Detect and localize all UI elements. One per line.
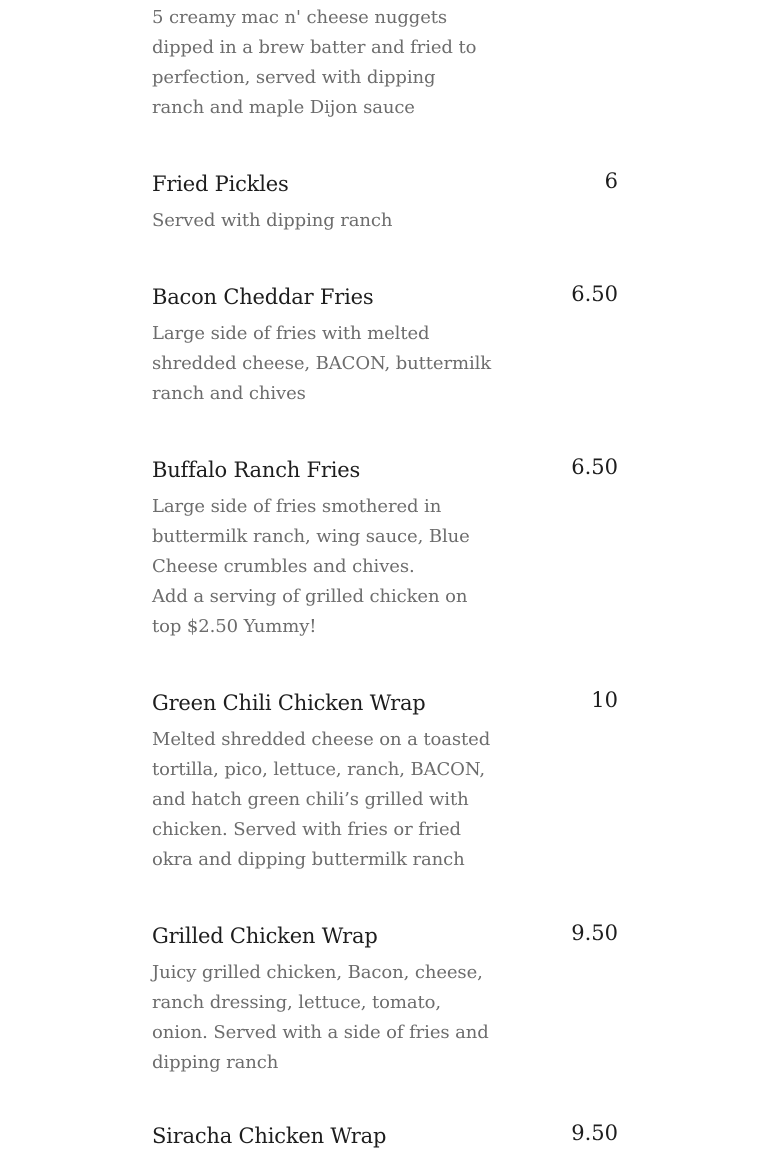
menu-item-name: Grilled Chicken Wrap bbox=[152, 924, 378, 948]
menu-item-green-chili-chicken-wrap bbox=[152, 689, 618, 875]
menu-item-price: 10 bbox=[591, 688, 618, 712]
menu-item-description: Large side of fries with melted shredded cheese, BACON, buttermilk ranch and chives bbox=[152, 323, 492, 404]
menu-item-name: Buffalo Ranch Fries bbox=[152, 458, 361, 482]
menu-item-buffalo-ranch-fries bbox=[152, 456, 618, 642]
menu-item-price: 6 bbox=[604, 169, 618, 193]
menu-item-price: 6.50 bbox=[571, 455, 618, 479]
menu-item-fried-pickles bbox=[152, 170, 618, 236]
menu-item-header bbox=[152, 283, 618, 311]
menu-item-description: Served with dipping ranch bbox=[152, 210, 393, 231]
menu-item-header bbox=[152, 1122, 618, 1150]
menu-item-name: Fried Pickles bbox=[152, 172, 289, 196]
menu-item-grilled-chicken-wrap bbox=[152, 922, 618, 1078]
menu-item-description: Juicy grilled chicken, Bacon, cheese, ranch dressing, lettuce, tomato, onion. Served with a side of fries and dipping ranch bbox=[152, 962, 489, 1073]
menu-item-description: Melted shredded cheese on a toasted tortilla, pico, lettuce, ranch, BACON, and hatch green chili’s grilled with chicken. Served with fries or fried okra and dipping buttermilk ranch bbox=[152, 729, 491, 870]
menu-item-description: 5 creamy mac n' cheese nuggets dipped in a brew batter and fried to perfection, served with dipping ranch and maple Dijon sauce bbox=[152, 7, 477, 118]
menu-item-header bbox=[152, 689, 618, 717]
menu-item-bacon-cheddar-fries bbox=[152, 283, 618, 409]
menu-item-header bbox=[152, 170, 618, 198]
menu-item-price: 9.50 bbox=[571, 921, 618, 945]
menu-item-price: 6.50 bbox=[571, 282, 618, 306]
menu-item-name: Bacon Cheddar Fries bbox=[152, 285, 374, 309]
menu-item-name: Siracha Chicken Wrap bbox=[152, 1124, 387, 1148]
menu-item-price: 9.50 bbox=[571, 1121, 618, 1145]
menu-item-header bbox=[152, 922, 618, 950]
menu-item-name: Green Chili Chicken Wrap bbox=[152, 691, 426, 715]
menu-item-description: Large side of fries smothered in buttermilk ranch, wing sauce, Blue Cheese crumbles and chives. Add a serving of grilled chicken on top $2.50 Yummy! bbox=[152, 496, 470, 637]
menu-item-siracha-chicken-wrap bbox=[152, 1122, 618, 1150]
menu-item-header bbox=[152, 456, 618, 484]
